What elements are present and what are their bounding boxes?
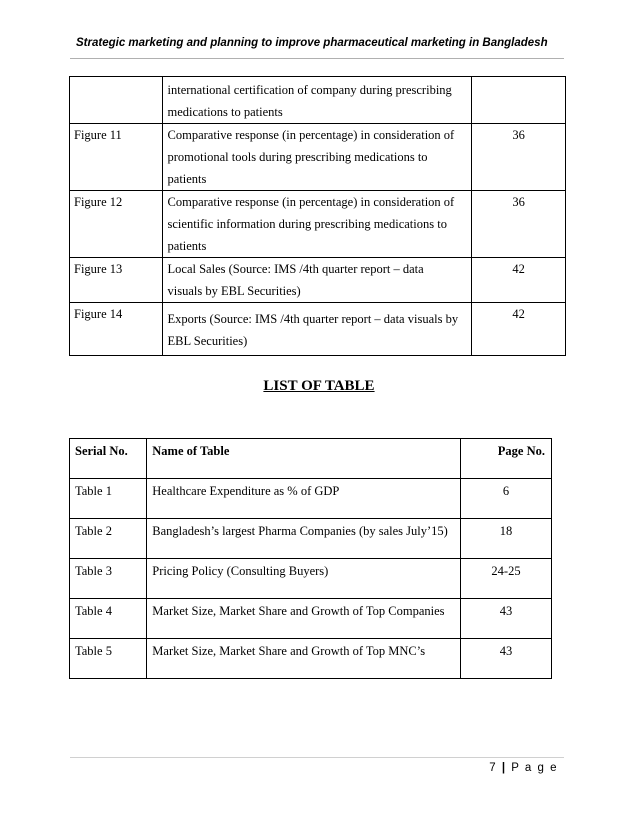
table-row — [70, 191, 566, 258]
caption-line: Local Sales (Source: IMS /4th quarter report – data — [167, 262, 424, 276]
table-serial: Table 2 — [70, 519, 147, 559]
table-page: 24-25 — [461, 559, 552, 599]
table-page: 6 — [461, 479, 552, 519]
table-row — [70, 258, 566, 303]
caption-line: EBL Securities) — [167, 334, 248, 348]
caption-line: medications to patients — [167, 105, 283, 119]
list-of-table-heading: LIST OF TABLE — [263, 378, 375, 394]
footer-divider — [70, 757, 564, 758]
table-row — [70, 599, 552, 639]
caption-line: Comparative response (in percentage) in consideration of — [167, 128, 455, 142]
figure-page — [472, 77, 566, 124]
table-name: Market Size, Market Share and Growth of Top Companies — [147, 599, 461, 639]
page-word: P a g e — [511, 762, 558, 774]
table-row — [70, 124, 566, 191]
figure-caption — [162, 77, 472, 124]
figure-label: Figure 14 — [70, 303, 163, 356]
caption-line: patients — [167, 239, 207, 253]
figure-page: 42 — [472, 258, 566, 303]
caption-line: international certification of company during prescribing — [167, 83, 452, 97]
list-of-tables-table — [69, 438, 552, 679]
table-page: 18 — [461, 519, 552, 559]
table-name: Market Size, Market Share and Growth of Top MNC’s — [147, 639, 461, 679]
figure-caption — [162, 124, 472, 191]
caption-line: Exports (Source: IMS /4th quarter report – data visuals by — [167, 312, 459, 326]
table-page: 43 — [461, 639, 552, 679]
caption-line: patients — [167, 172, 207, 186]
caption-line: Comparative response (in percentage) in consideration of — [167, 195, 455, 209]
footer-separator: | — [501, 762, 507, 774]
figure-caption — [162, 303, 472, 356]
name-header: Name of Table — [147, 439, 461, 479]
figure-caption — [162, 258, 472, 303]
page-number: 7 — [489, 762, 498, 774]
list-of-figures-table — [69, 76, 566, 356]
table-row — [70, 303, 566, 356]
table-row — [70, 639, 552, 679]
running-header: Strategic marketing and planning to improve pharmaceutical marketing in Bangladesh — [76, 37, 548, 49]
table-row — [70, 479, 552, 519]
page-footer — [489, 762, 558, 774]
caption-line: visuals by EBL Securities) — [167, 284, 301, 298]
table-name: Healthcare Expenditure as % of GDP — [147, 479, 461, 519]
table-serial: Table 5 — [70, 639, 147, 679]
figure-page: 36 — [472, 191, 566, 258]
table-page: 43 — [461, 599, 552, 639]
figure-page: 36 — [472, 124, 566, 191]
table-name: Bangladesh’s largest Pharma Companies (by sales July’15) — [147, 519, 461, 559]
table-serial: Table 3 — [70, 559, 147, 599]
table-serial: Table 4 — [70, 599, 147, 639]
caption-line: promotional tools during prescribing medications to — [167, 150, 428, 164]
figure-page: 42 — [472, 303, 566, 356]
table-row — [70, 559, 552, 599]
table-header-row — [70, 439, 552, 479]
figure-label — [70, 77, 163, 124]
caption-line: scientific information during prescribing medications to — [167, 217, 447, 231]
serial-header: Serial No. — [70, 439, 147, 479]
figure-label: Figure 11 — [70, 124, 163, 191]
figure-caption — [162, 191, 472, 258]
table-row — [70, 519, 552, 559]
table-row — [70, 77, 566, 124]
table-serial: Table 1 — [70, 479, 147, 519]
figure-label: Figure 12 — [70, 191, 163, 258]
figure-label: Figure 13 — [70, 258, 163, 303]
table-name: Pricing Policy (Consulting Buyers) — [147, 559, 461, 599]
header-divider — [70, 58, 564, 59]
page-header: Page No. — [461, 439, 552, 479]
